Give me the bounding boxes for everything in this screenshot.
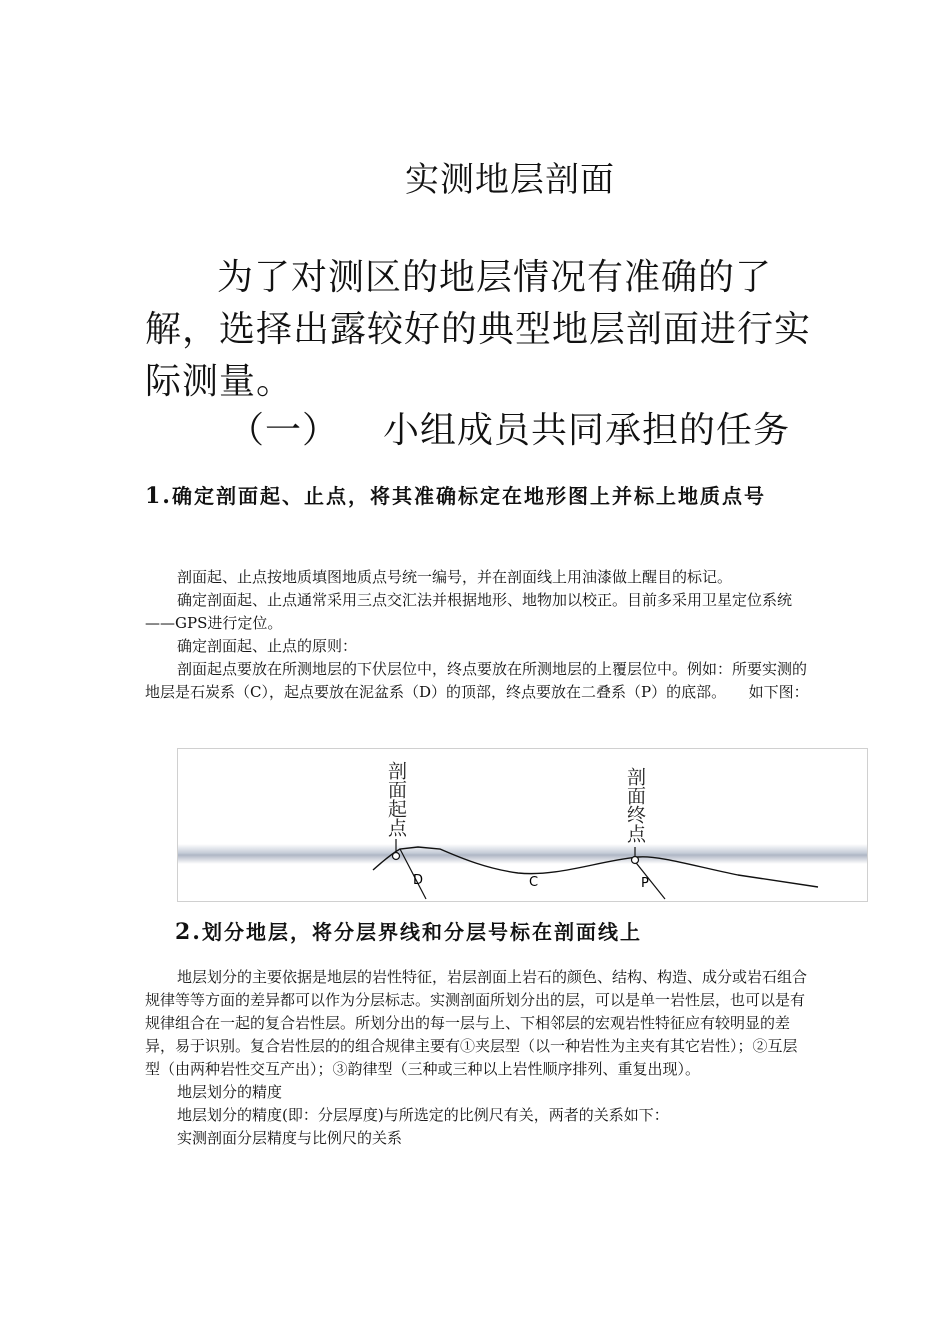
layer-c-label: C (529, 875, 539, 890)
ground-band (178, 844, 867, 864)
paragraph: 剖面起、止点按地质填图地质点号统一编号，并在剖面线上用油漆做上醒目的标记。 (177, 568, 733, 586)
item-1-text: 确定剖面起、止点，将其准确标定在地形图上并标上地质点号 (171, 484, 766, 508)
item-2-body (145, 966, 810, 1150)
section-heading (228, 402, 790, 453)
item-2-text: 划分地层，将分层界线和分层号标在剖面线上 (201, 920, 642, 944)
layer-d-label: D (413, 873, 424, 888)
paragraph: 地层划分的精度 (177, 1083, 283, 1101)
section-prefix: （一） (228, 410, 340, 451)
profile-figure (177, 748, 868, 902)
layer-p-label: P (641, 876, 649, 891)
item-2-heading (175, 912, 642, 952)
paragraph: 地层划分的主要依据是地层的岩性特征，岩层剖面上岩石的颜色、结构、构造、成分或岩石组合规律等等方面的差异都可以作为分层标志。实测剖面所划分出的层，可以是单一岩性层，也可以是有规律组合在一起的复合岩性层。所划分出的每一层与上、下相邻层的宏观岩性特征应有较明显的差异，易于识别。复合岩性层的的组合规律主要有①夹层型（以一种岩性为主夹有其它岩性）；②互层型（由两种岩性交互产出）；③韵律型（三种或三种以上岩性顺序排列、重复出现）。 (145, 968, 808, 1078)
paragraph: 实测剖面分层精度与比例尺的关系 (177, 1129, 403, 1147)
paragraph: 剖面起点要放在所测地层的下伏层位中，终点要放在所测地层的上覆层位中。例如：所要实测的地层是石炭系（C），起点要放在泥盆系（D）的顶部，终点要放在二叠系（P）的底部。 如下图： (145, 660, 809, 701)
start-label: 剖面起点 (385, 761, 407, 837)
paragraph: 确定剖面起、止点通常采用三点交汇法并根据地形、地物加以校正。目前多采用卫星定位系统——GPS进行定位。 (145, 591, 793, 632)
item-2-number: 2. (175, 919, 202, 945)
paragraph: 确定剖面起、止点的原则： (177, 637, 358, 655)
end-point (632, 857, 639, 864)
page-title: 实测地层剖面 (405, 160, 615, 200)
section-text: 小组成员共同承担的任务 (383, 410, 791, 451)
paragraph: 地层划分的精度(即：分层厚度)与所选定的比例尺有关，两者的关系如下： (177, 1106, 669, 1124)
end-label: 剖面终点 (624, 767, 646, 843)
profile-diagram (178, 749, 867, 901)
intro-paragraph: 为了对测区的地层情况有准确的了解，选择出露较好的典型地层剖面进行实际测量。 (145, 257, 812, 402)
start-point (393, 853, 400, 860)
boundary-cp (633, 859, 665, 899)
item-1-heading (145, 468, 810, 524)
item-1-number: 1. (145, 483, 172, 509)
item-1-body (145, 566, 810, 704)
